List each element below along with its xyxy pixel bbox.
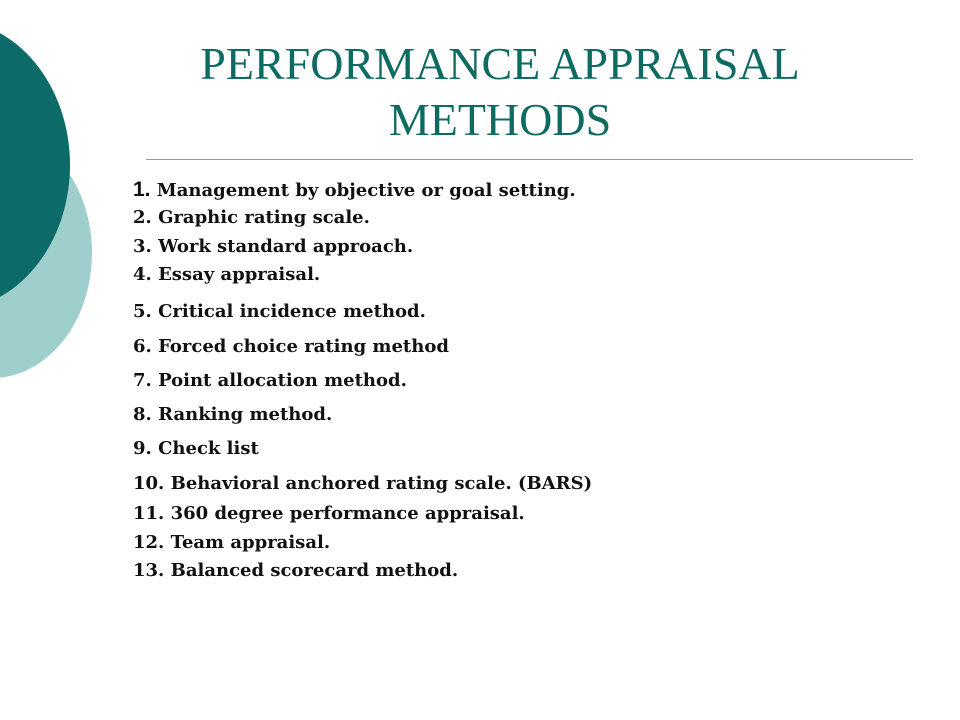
list-item-text: Check list: [158, 438, 259, 459]
list-item-text: Critical incidence method.: [158, 301, 426, 322]
slide-title: [140, 36, 860, 148]
list-item-number: 8.: [133, 404, 152, 425]
slide-title-line-1: PERFORMANCE APPRAISAL: [200, 38, 800, 89]
list-item: [133, 503, 525, 525]
list-item: [133, 370, 407, 392]
list-item-number: 1.: [133, 178, 151, 201]
list-item: [133, 301, 426, 323]
list-item-number: 4.: [133, 264, 152, 285]
list-item-number: 6.: [133, 336, 152, 357]
list-item-number: 9.: [133, 438, 152, 459]
list-item: [133, 560, 458, 582]
list-item-text: 360 degree performance appraisal.: [170, 503, 525, 524]
list-item-number: 10.: [133, 473, 165, 494]
list-item: [133, 473, 592, 495]
list-item-text: Graphic rating scale.: [158, 207, 370, 228]
list-item-text: Balanced scorecard method.: [170, 560, 459, 581]
list-item: [133, 438, 259, 460]
list-item-number: 13.: [133, 560, 165, 581]
list-item-number: 3.: [133, 236, 152, 257]
slide-title-line-2: METHODS: [388, 94, 612, 145]
list-item-text: Work standard approach.: [158, 236, 414, 257]
list-item: [133, 264, 320, 286]
list-item-text: Point allocation method.: [158, 370, 407, 391]
list-item-number: 12.: [133, 532, 165, 553]
list-item: [133, 179, 576, 202]
list-item-text: Management by objective or goal setting.: [156, 180, 576, 201]
list-item-number: 7.: [133, 370, 152, 391]
list-item: [133, 207, 370, 229]
title-divider: [146, 159, 913, 160]
list-item-number: 2.: [133, 207, 152, 228]
list-item: [133, 236, 413, 258]
list-item-text: Forced choice rating method: [158, 336, 449, 357]
list-item-number: 5.: [133, 301, 152, 322]
list-item-number: 11.: [133, 503, 165, 524]
list-item: [133, 532, 330, 554]
list-item-text: Ranking method.: [158, 404, 333, 425]
list-item: [133, 336, 449, 358]
list-item-text: Behavioral anchored rating scale. (BARS): [170, 473, 593, 494]
list-item-text: Essay appraisal.: [158, 264, 321, 285]
list-item: [133, 404, 332, 426]
list-item-text: Team appraisal.: [170, 532, 331, 553]
